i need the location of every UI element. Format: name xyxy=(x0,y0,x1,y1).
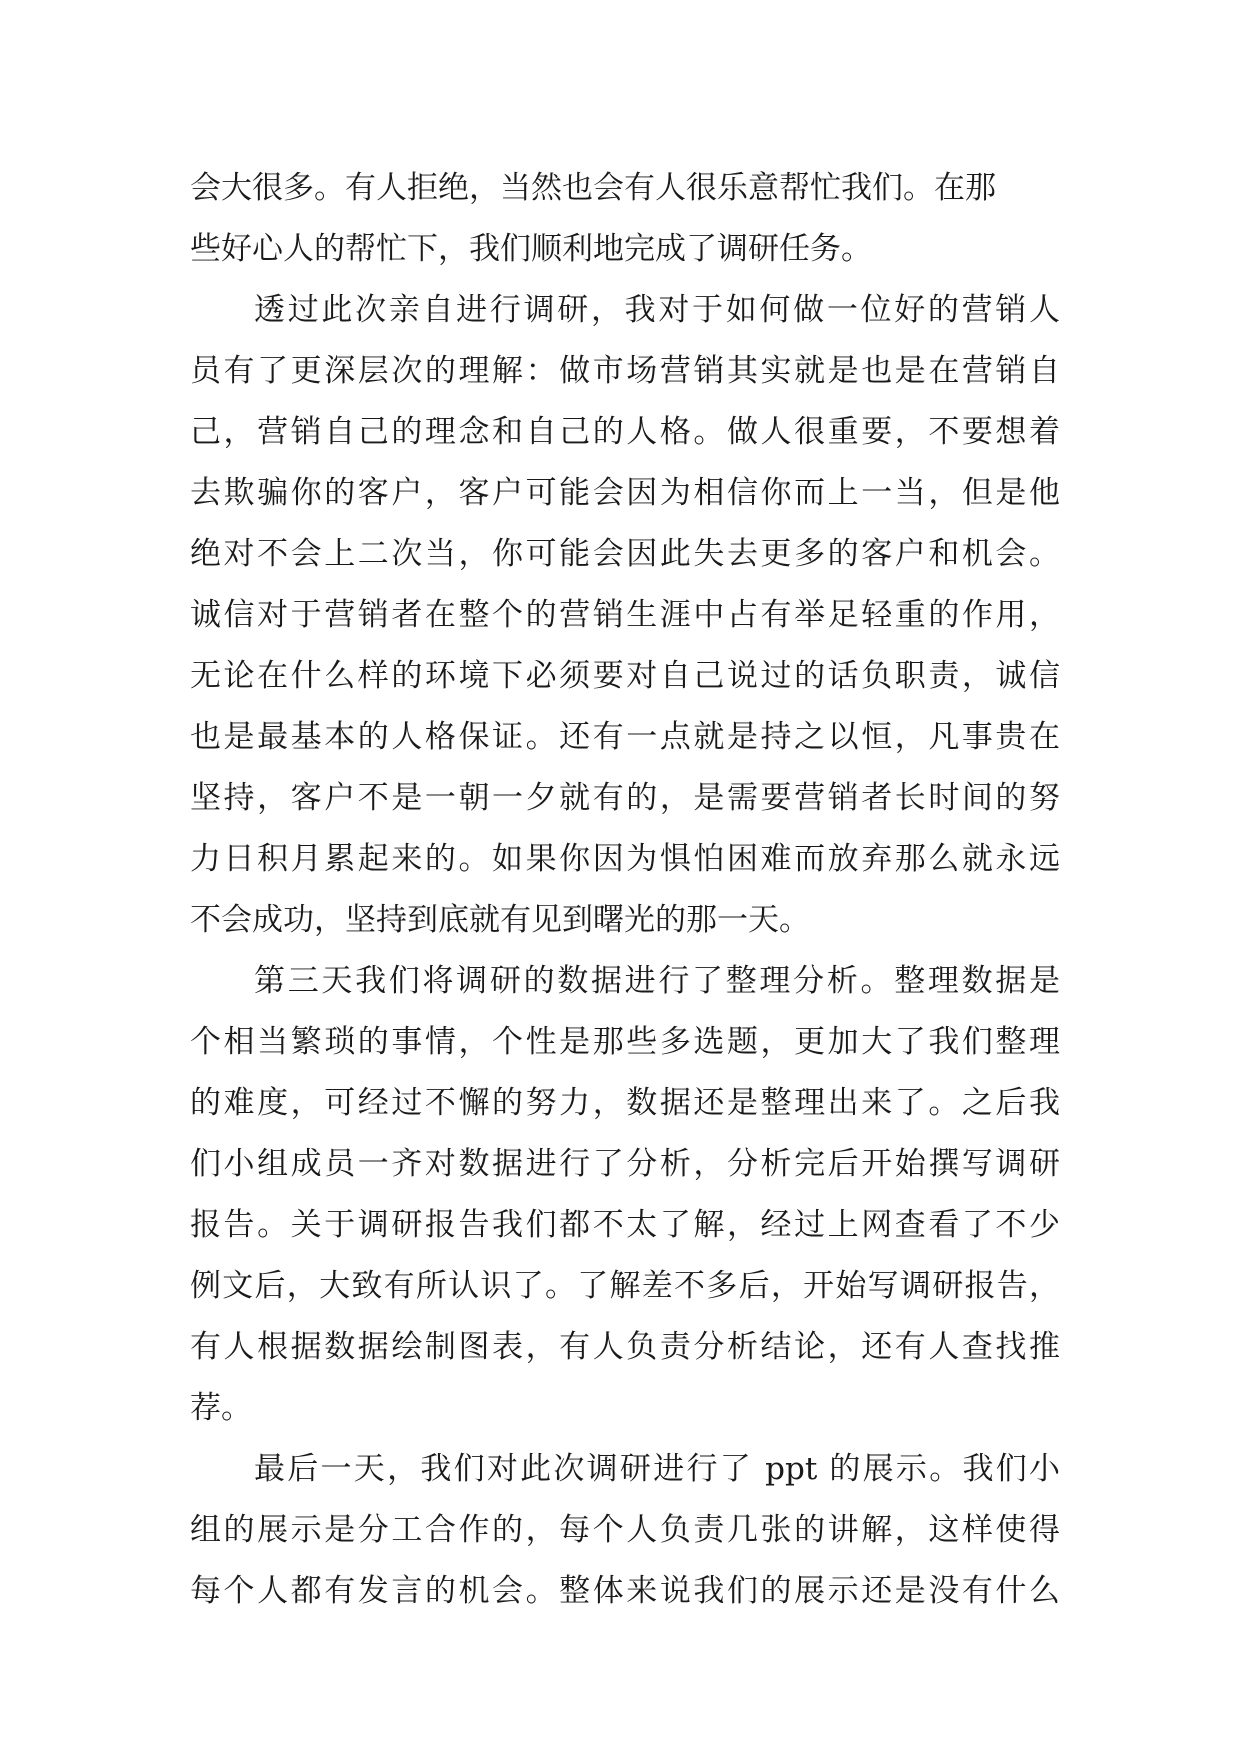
text-line: 透过此次亲自进行调研，我对于如何做一位好的营销人 xyxy=(254,292,1060,328)
text-line: 去欺骗你的客户，客户可能会因为相信你而上一当，但是他 xyxy=(190,475,1060,511)
text-line: 荐。 xyxy=(190,1390,252,1426)
text-line: 例文后，大致有所认识了。了解差不多后，开始写调研报告， xyxy=(190,1268,1060,1304)
text-line: 绝对不会上二次当，你可能会因此失去更多的客户和机会。 xyxy=(190,536,1060,572)
text-line: 的难度，可经过不懈的努力，数据还是整理出来了。之后我 xyxy=(190,1085,1060,1121)
text-line: 坚持，客户不是一朝一夕就有的，是需要营销者长时间的努 xyxy=(190,780,1060,816)
text-line: 力日积月累起来的。如果你因为惧怕困难而放弃那么就永远 xyxy=(190,841,1060,877)
body-text xyxy=(190,158,1060,1622)
text-line: 无论在什么样的环境下必须要对自己说过的话负职责，诚信 xyxy=(190,658,1060,694)
text-line: 些好心人的帮忙下，我们顺利地完成了调研任务。 xyxy=(190,231,872,267)
text-line: 每个人都有发言的机会。整体来说我们的展示还是没有什么 xyxy=(190,1573,1060,1609)
text-line: 组的展示是分工合作的，每个人负责几张的讲解，这样使得 xyxy=(190,1512,1060,1548)
text-line: 第三天我们将调研的数据进行了整理分析。整理数据是 xyxy=(254,963,1060,999)
text-line: 最后一天，我们对此次调研进行了 ppt 的展示。我们小 xyxy=(254,1451,1060,1487)
text-line: 个相当繁琐的事情，个性是那些多选题，更加大了我们整理 xyxy=(190,1024,1060,1060)
text-line: 也是最基本的人格保证。还有一点就是持之以恒，凡事贵在 xyxy=(190,719,1060,755)
text-line: 不会成功，坚持到底就有见到曙光的那一天。 xyxy=(190,902,810,938)
text-line: 报告。关于调研报告我们都不太了解，经过上网查看了不少 xyxy=(190,1207,1060,1243)
text-line: 会大很多。有人拒绝，当然也会有人很乐意帮忙我们。在那 xyxy=(190,170,996,206)
text-line: 们小组成员一齐对数据进行了分析，分析完后开始撰写调研 xyxy=(190,1146,1060,1182)
text-line: 有人根据数据绘制图表，有人负责分析结论，还有人查找推 xyxy=(190,1329,1060,1365)
text-line: 员有了更深层次的理解：做市场营销其实就是也是在营销自 xyxy=(190,353,1060,389)
text-line: 己，营销自己的理念和自己的人格。做人很重要，不要想着 xyxy=(190,414,1060,450)
text-line: 诚信对于营销者在整个的营销生涯中占有举足轻重的作用， xyxy=(190,597,1060,633)
